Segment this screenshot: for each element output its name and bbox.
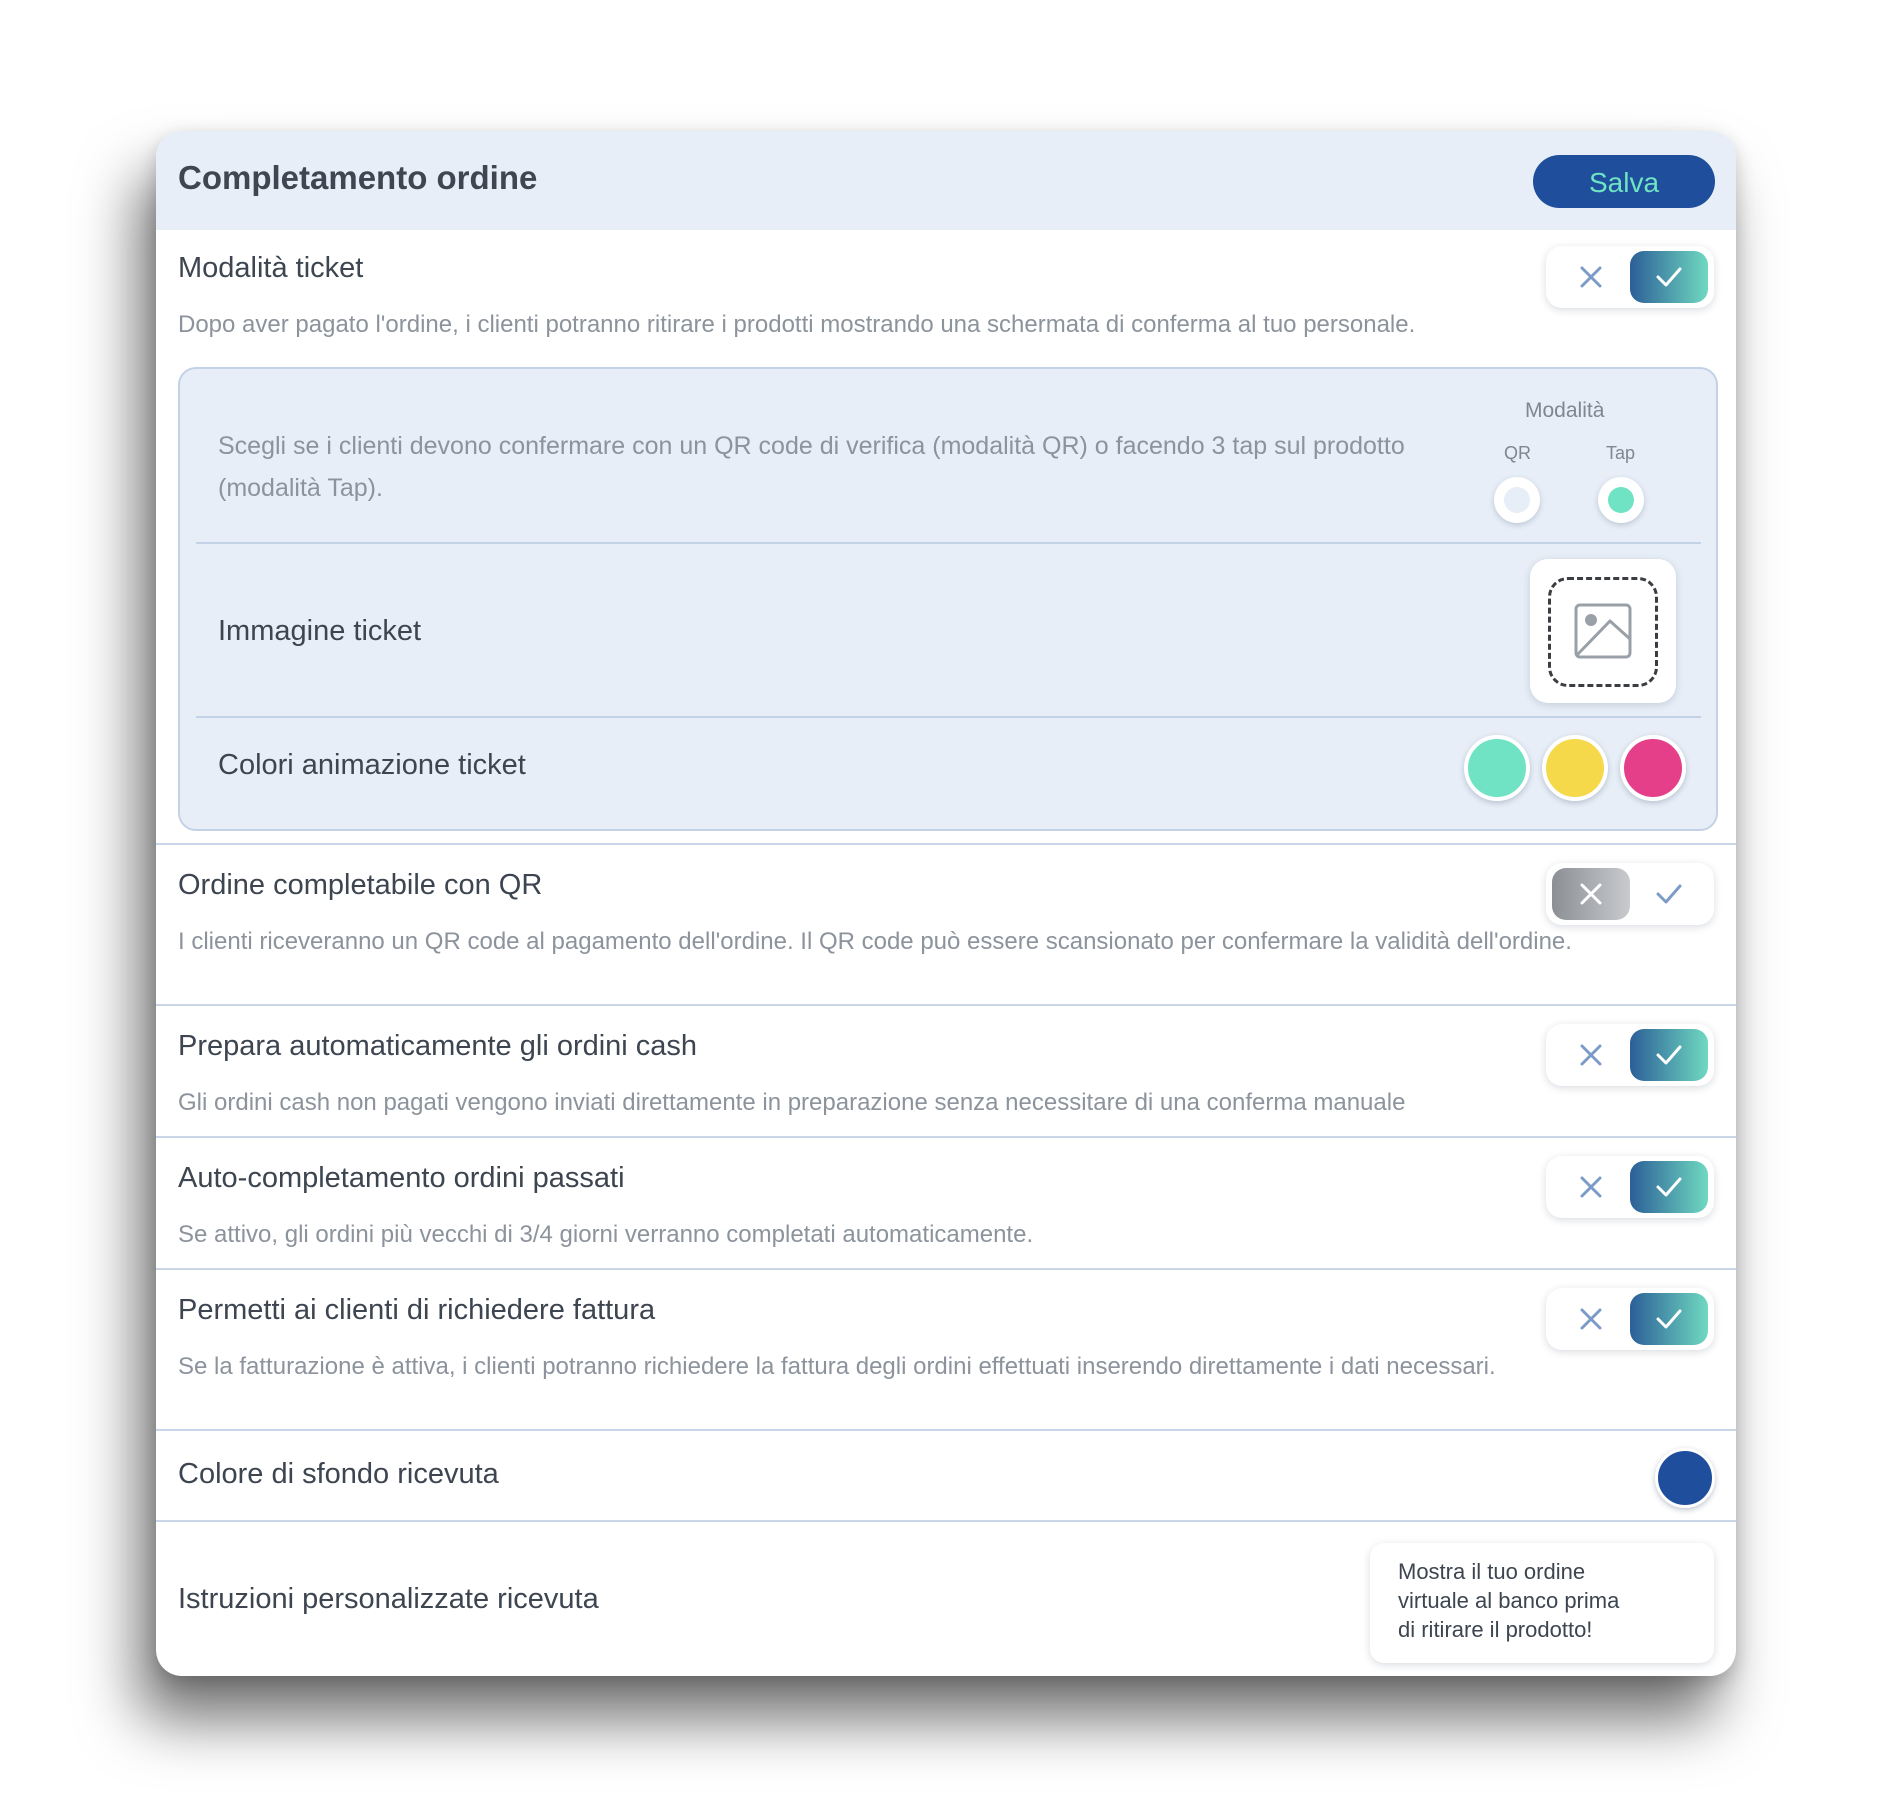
ticket-mode-toggle[interactable]: [1546, 246, 1714, 308]
invoice-request-toggle[interactable]: [1546, 1288, 1714, 1350]
toggle-off-option[interactable]: [1552, 1293, 1630, 1345]
radio-qr[interactable]: [1494, 477, 1540, 523]
radio-tap[interactable]: [1598, 477, 1644, 523]
toggle-off-option[interactable]: [1552, 868, 1630, 920]
auto-prepare-cash-section: [156, 1006, 1736, 1136]
auto-prepare-cash-description: Gli ordini cash non pagati vengono inviati direttamente in preparazione senza necessitare di una conferma manuale: [178, 1089, 1406, 1116]
close-icon: [1577, 263, 1605, 291]
section-divider: [156, 1520, 1736, 1522]
radio-qr-dot: [1504, 487, 1530, 513]
qr-completion-section: [156, 845, 1736, 1005]
animation-color-swatch-2[interactable]: [1542, 735, 1608, 801]
auto-complete-past-title: Auto-completamento ordini passati: [178, 1162, 625, 1194]
auto-prepare-cash-title: Prepara automaticamente gli ordini cash: [178, 1030, 698, 1062]
check-icon: [1655, 263, 1683, 291]
auto-prepare-cash-toggle[interactable]: [1546, 1024, 1714, 1086]
receipt-background-title: Colore di sfondo ricevuta: [178, 1458, 499, 1490]
receipt-instructions-textarea[interactable]: Mostra il tuo ordine virtuale al banco prima di ritirare il prodotto!: [1370, 1543, 1714, 1663]
ticket-image-title: Immagine ticket: [218, 615, 422, 647]
close-icon: [1577, 880, 1605, 908]
panel-divider: [196, 716, 1701, 718]
receipt-instructions-title: Istruzioni personalizzate ricevuta: [178, 1583, 599, 1615]
radio-tap-dot: [1608, 487, 1634, 513]
invoice-request-section: [156, 1270, 1736, 1430]
toggle-off-option[interactable]: [1552, 1029, 1630, 1081]
toggle-off-option[interactable]: [1552, 251, 1630, 303]
panel-divider: [196, 542, 1701, 544]
toggle-on-option[interactable]: [1630, 1029, 1708, 1081]
animation-color-swatch-1[interactable]: [1464, 735, 1530, 801]
auto-complete-past-description: Se attivo, gli ordini più vecchi di 3/4 giorni verranno completati automaticamente.: [178, 1221, 1034, 1248]
page-title: Completamento ordine: [178, 159, 538, 196]
close-icon: [1577, 1173, 1605, 1201]
qr-completion-title: Ordine completabile con QR: [178, 869, 543, 901]
ticket-mode-panel: [178, 367, 1718, 831]
qr-completion-toggle[interactable]: [1546, 863, 1714, 925]
animation-colors-title: Colori animazione ticket: [218, 749, 526, 781]
check-icon: [1655, 880, 1683, 908]
close-icon: [1577, 1305, 1605, 1333]
ticket-image-picker[interactable]: [1530, 559, 1676, 703]
receipt-background-section: [156, 1431, 1736, 1521]
toggle-on-option[interactable]: [1630, 251, 1708, 303]
ticket-mode-panel-description: Scegli se i clienti devono confermare con un QR code di verifica (modalità QR) o facendo 3 tap sul prodotto (modalità Tap).: [218, 432, 1405, 502]
ticket-mode-title: Modalità ticket: [178, 252, 364, 284]
receipt-background-color-swatch[interactable]: [1655, 1448, 1715, 1508]
radio-label-qr: QR: [1504, 443, 1531, 463]
toggle-on-option[interactable]: [1630, 1161, 1708, 1213]
ticket-mode-section: [156, 230, 1736, 814]
auto-complete-past-section: [156, 1138, 1736, 1268]
toggle-off-option[interactable]: [1552, 1161, 1630, 1213]
toggle-on-option[interactable]: [1630, 1293, 1708, 1345]
card-header: [156, 131, 1736, 230]
ticket-mode-description: Dopo aver pagato l'ordine, i clienti potranno ritirare i prodotti mostrando una schermata di conferma al tuo personale.: [178, 311, 1416, 338]
invoice-request-title: Permetti ai clienti di richiedere fattura: [178, 1294, 656, 1326]
check-icon: [1655, 1305, 1683, 1333]
close-icon: [1577, 1041, 1605, 1069]
qr-completion-description: I clienti riceveranno un QR code al pagamento dell'ordine. Il QR code può essere scansionato per confermare la validità dell'ordine.: [178, 928, 1572, 955]
check-icon: [1655, 1173, 1683, 1201]
invoice-request-description: Se la fatturazione è attiva, i clienti potranno richiedere la fattura degli ordini effettuati inserendo direttamente i dati necessari.: [178, 1353, 1496, 1380]
auto-complete-past-toggle[interactable]: [1546, 1156, 1714, 1218]
toggle-on-option[interactable]: [1630, 868, 1708, 920]
settings-card: [156, 131, 1736, 1676]
save-button[interactable]: Salva: [1533, 155, 1715, 208]
mode-label: Modalità: [1525, 399, 1605, 422]
animation-color-swatch-3[interactable]: [1620, 735, 1686, 801]
check-icon: [1655, 1041, 1683, 1069]
radio-label-tap: Tap: [1606, 443, 1636, 463]
image-icon: [1574, 603, 1632, 659]
